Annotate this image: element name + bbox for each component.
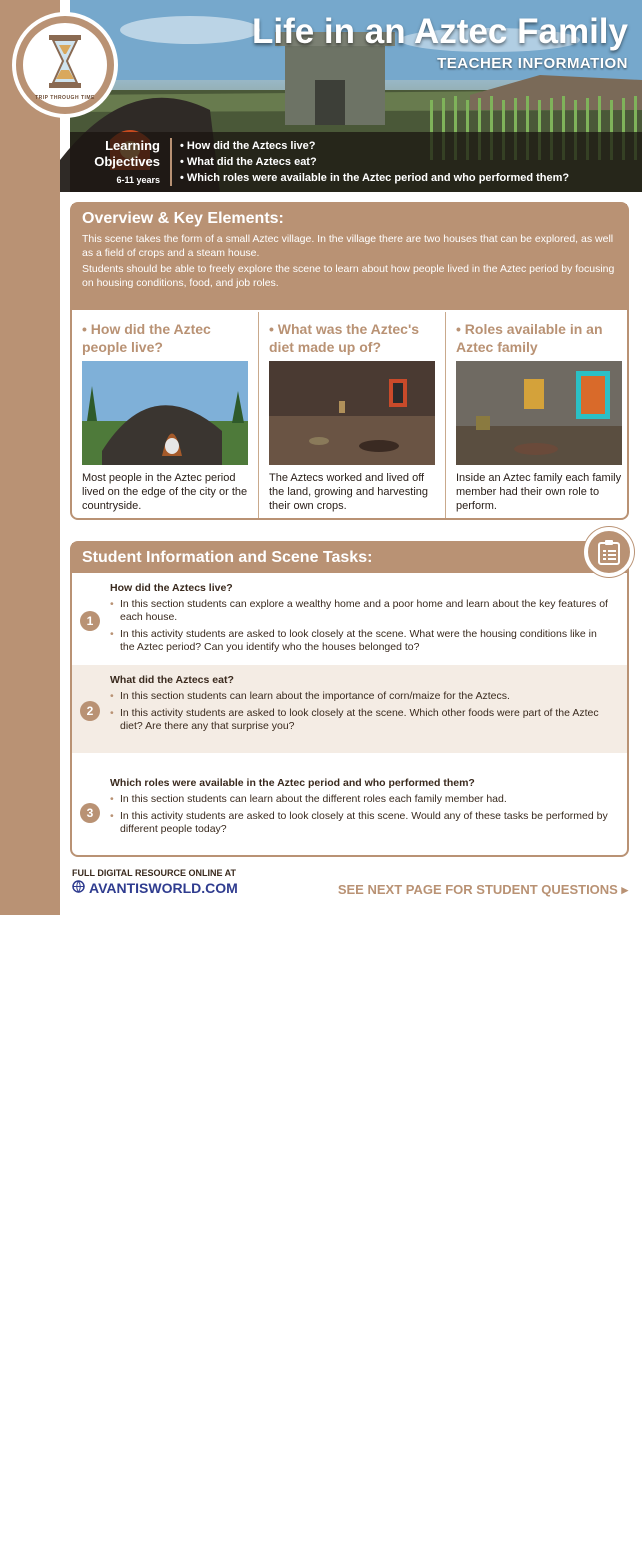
age-range: 6-11 years [116,175,160,185]
column-title: • Roles available in an Aztec family [456,321,603,355]
task-bullet: • In this section students can learn about the importance of corn/maize for the Aztecs. [110,690,613,703]
column-title: • How did the Aztec people live? [82,321,211,355]
sidebar [0,0,60,1561]
hero-banner [70,0,642,192]
hut-image [82,361,248,465]
sidebar-breadcrumb: TRIP THROUGH TIME LAND ▸ EARLY HUMANITY [26,940,37,1196]
task-bullet: • In this section students can explore a wealthy home and a poor home and learn about the key features of each house. [110,598,613,624]
room-image [456,361,622,465]
task-number: 1 [80,611,100,631]
column-text: The Aztecs worked and lived off the land, growing and harvesting their own crops. [269,472,428,512]
objectives-label-1: Learning [105,138,160,153]
overview-paragraph: This scene takes the form of a small Aztec village. In the village there are two houses that can be explored, as well as a field of crops and a steam house. [82,233,614,259]
learning-objectives [70,132,642,192]
overview-column [259,312,446,518]
task-bullet: • In this activity students are asked to look closely at this scene. Would any of these tasks be performed by different people today? [110,810,613,836]
logo-text: TRIP THROUGH TIME [35,95,95,101]
objective-item: • How did the Aztecs live? [180,138,569,154]
task-bullet: • In this section students can learn about the different roles each family member had. [110,793,613,806]
overview-header [72,204,627,310]
task-bullet: • In this activity students are asked to look closely at the scene. What were the housing conditions like in the Aztec period? Can you identify who the houses belonged to? [110,628,613,654]
task-question: How did the Aztecs live? [110,582,233,594]
sidebar-title [6,861,42,1561]
footer-link[interactable] [72,880,238,896]
overview-column [72,312,259,518]
task-block [72,665,627,753]
objectives-label-2: Objectives [94,154,160,169]
task-block [72,573,627,665]
task-question: What did the Aztecs eat? [110,674,234,686]
task-question: Which roles were available in the Aztec period and who performed them? [110,777,475,789]
column-title: • What was the Aztec's diet made up of? [269,321,420,355]
footer-url[interactable]: AVANTISWORLD.COM [89,880,238,896]
overview-section [70,202,629,520]
overview-columns [72,312,627,518]
column-text: Most people in the Aztec period lived on the edge of the city or the countryside. [82,472,248,512]
overview-paragraph: Students should be able to freely explore the scene to learn about how people lived in the Aztec period by focusing on housing conditions, food, and job roles. [82,263,615,289]
overview-column [446,312,632,518]
sidebar-title-text: Life in an Aztec Family [6,1216,41,1561]
task-number: 3 [80,803,100,823]
student-section [70,541,629,857]
student-title: Student Information and Scene Tasks: [72,543,627,573]
column-text: Inside an Aztec family each family member had their own role to perform. [456,472,622,512]
footer-label: FULL DIGITAL RESOURCE ONLINE AT [72,868,236,878]
hourglass-icon [23,23,107,107]
objectives-list [180,138,569,186]
kitchen-image [269,361,435,465]
page-subtitle: TEACHER INFORMATION [437,55,628,72]
overview-title: Overview & Key Elements: [82,210,284,227]
globe-icon [72,880,85,896]
objectives-divider [170,138,172,186]
next-page-link[interactable]: SEE NEXT PAGE FOR STUDENT QUESTIONS ▸ [337,882,628,897]
objective-item: • Which roles were available in the Aztec period and who performed them? [180,170,569,186]
objectives-heading [80,138,160,188]
page-title: Life in an Aztec Family [251,12,628,51]
task-number: 2 [80,701,100,721]
objective-item: • What did the Aztecs eat? [180,154,569,170]
trip-through-time-logo [12,12,118,118]
clipboard-icon [584,527,634,577]
task-block [72,753,627,855]
task-bullet: • In this activity students are asked to look closely at the scene. Which other foods were part of the Aztec diet? Are there any that surprise you? [110,707,613,733]
